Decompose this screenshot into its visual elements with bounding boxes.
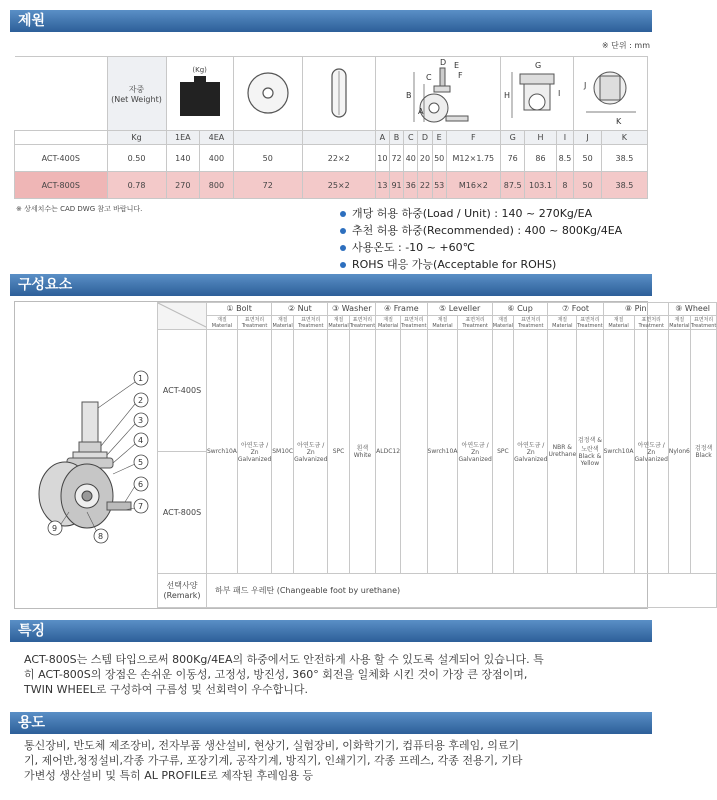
wheel-diameter-icon-cell (233, 57, 302, 131)
weight-header: 자중 (Net Weight) (107, 57, 166, 131)
bullet-dot-icon (340, 245, 346, 251)
svg-text:8: 8 (98, 532, 104, 541)
section-title-components: 구성요소 (18, 277, 73, 293)
cad-note: ※ 상세치수는 CAD DWG 참고 바랍니다. (16, 205, 143, 213)
svg-text:G: G (535, 60, 542, 70)
svg-text:F: F (457, 70, 463, 80)
caster-dimension-icon (378, 58, 498, 128)
svg-text:B: B (405, 90, 412, 100)
kg-weight-icon-cell: (Kg) (166, 57, 233, 131)
svg-text:5: 5 (138, 458, 144, 467)
section-title-features: 특징 (18, 623, 46, 639)
wheel-face-icon (243, 68, 293, 118)
features-text: ACT-800S는 스템 타입으로써 800Kg/4EA의 하중에서도 안전하게 사용 할 수 있도록 설계되어 있습니다. 특 히 ACT-800S의 장점은 손쉬운 이동성, 고정성, 방진성, 360° 회전을 일체화 시킨 것이 가장 큰 장점이며, TWIN WHEEL로 구성하여 구름성 및 선회력이 우수합니다. (24, 653, 544, 696)
usage-text: 통신장비, 반도체 제조장비, 전자부품 생산설비, 현상기, 실험장비, 이화학기기, 컴퓨터용 후레임, 의료기 기, 제어반,청정설비,각종 가구류, 포장기계, 공작기계, 방직기, 인쇄기기, 각종 프레스, 각종 전용기, 기타 가변성 생산설비 및 특히 AL PROFILE로 제작된 후레임용 등 (24, 739, 523, 782)
svg-text:2: 2 (138, 396, 144, 405)
svg-text:9: 9 (52, 524, 58, 533)
caster-top-icon-cell (574, 57, 648, 131)
diagonal-divider (158, 303, 206, 327)
spec-bullets (340, 205, 622, 273)
svg-text:H: H (504, 90, 511, 100)
bullet-dot-icon (340, 228, 346, 234)
svg-text:A: A (417, 106, 424, 116)
caster-front-icon (502, 58, 572, 128)
svg-text:4: 4 (138, 436, 144, 445)
bullet-dot-icon (340, 262, 346, 268)
remark-row: 선택사양 (Remark) 하부 패드 우레탄 (Changeable foot by urethane) (158, 573, 717, 607)
svg-text:3: 3 (138, 416, 144, 425)
bullet-item: 개당 허용 하중(Load / Unit) : 140 ~ 270Kg/EA (340, 205, 622, 222)
spec-table: 자중 (Net Weight) (Kg) B A C D F E H G I J K Kg 1EA 4EA A B C D E F G H I J K ACT-400S 0.50 140 400 50 22×2 10 72 40 20 50 M12×1.75 76 86 8.5 50 38.5 ACT-800S 0.78 270 800 72 25×2 13 91 36 22 53 M16×2 87.5 103.1 8 50 38.5 (14, 56, 648, 199)
svg-text:C: C (425, 72, 432, 82)
wheel-width-icon-cell (302, 57, 375, 131)
svg-text:7: 7 (138, 502, 144, 511)
caster-top-icon (576, 58, 646, 128)
svg-text:J: J (583, 80, 587, 90)
table-row: ACT-400S Swrch10A 아연도금 / Zn Galvanized SM10C 아연도금 / Zn Galvanized SPC 흰색 White ALDC12 Swrch10A 아연도금 / Zn Galvanized SPC 아연도금 / Zn Galvanized NBR & Urethane 검정색 & 노란색 Black & Yellow Swrch10A 아연도금 / Zn Galvanized Nylon6 검정색 Black (158, 330, 717, 452)
components-table: ① Bolt ② Nut ③ Washer ④ Frame ⑤ Leveller ⑥ Cup ⑦ Foot ⑧ Pin ⑨ Wheel 재질 Material 표면처리 Treatment 재질 Material 표면처리 Treatment 재질 Material 표면처리 Treatment 재질 Material 표면처리 Treatment 재질 Material 표면처리 Treatment 재질 Material 표면처리 Treatment 재질 Material 표면처리 Treatment 재질 Material 표면처리 Treatment 재질 Material 표면처리 Treatment ACT-400S Swrch10A 아연도금 / Zn Galvanized SM10C 아연도금 / Zn Galvanized SPC 흰색 White ALDC12 Swrch10A 아연도금 / Zn Galvanized SPC 아연도금 / Zn Galvanized NBR & Urethane 검정색 & 노란색 Black & Yellow Swrch10A 아연도금 / Zn Galvanized Nylon6 검정색 Black ACT-800S 선택사양 (Remark) 하부 패드 우레탄 (Changeable foot by urethane) (157, 302, 717, 608)
components-subheader-row: 재질 Material 표면처리 Treatment 재질 Material 표면처리 Treatment 재질 Material 표면처리 Treatment 재질 Material 표면처리 Treatment 재질 Material 표면처리 Treatment 재질 Material 표면처리 Treatment 재질 Material 표면처리 Treatment 재질 Material 표면처리 Treatment 재질 Material 표면처리 Treatment (158, 315, 717, 330)
section-bar-components (10, 274, 652, 296)
caster-dimension-icon-cell (375, 57, 500, 131)
table-row: ACT-800S (158, 451, 717, 573)
section-bar-spec (10, 10, 652, 32)
table-row: ACT-800S 0.78 270 800 72 25×2 13 91 36 22 53 M16×2 87.5 103.1 8 50 38.5 (15, 172, 648, 199)
bullet-item: ROHS 대응 가능(Acceptable for ROHS) (340, 256, 622, 273)
caster-assembly-drawing (25, 362, 160, 547)
table-row: ACT-400S 0.50 140 400 50 22×2 10 72 40 20 50 M12×1.75 76 86 8.5 50 38.5 (15, 145, 648, 172)
svg-text:6: 6 (138, 480, 144, 489)
section-bar-features (10, 620, 652, 642)
wheel-side-icon (328, 65, 350, 121)
svg-text:E: E (453, 60, 459, 70)
svg-text:D: D (439, 57, 446, 67)
section-title-usage: 용도 (18, 715, 46, 731)
bullet-item: 사용온도 : -10 ~ +60℃ (340, 239, 622, 256)
bullet-dot-icon (340, 211, 346, 217)
bullet-item: 추천 허용 하중(Recommended) : 400 ~ 800Kg/4EA (340, 222, 622, 239)
svg-text:1: 1 (138, 374, 144, 383)
unit-note: ※ 단위 : mm (601, 41, 650, 50)
caster-front-icon-cell (500, 57, 573, 131)
svg-text:K: K (615, 116, 621, 126)
svg-text:I: I (558, 88, 561, 98)
section-bar-usage (10, 712, 652, 734)
components-frame (14, 301, 717, 609)
kg-weight-icon (178, 74, 222, 120)
section-title-spec: 제원 (18, 13, 46, 29)
